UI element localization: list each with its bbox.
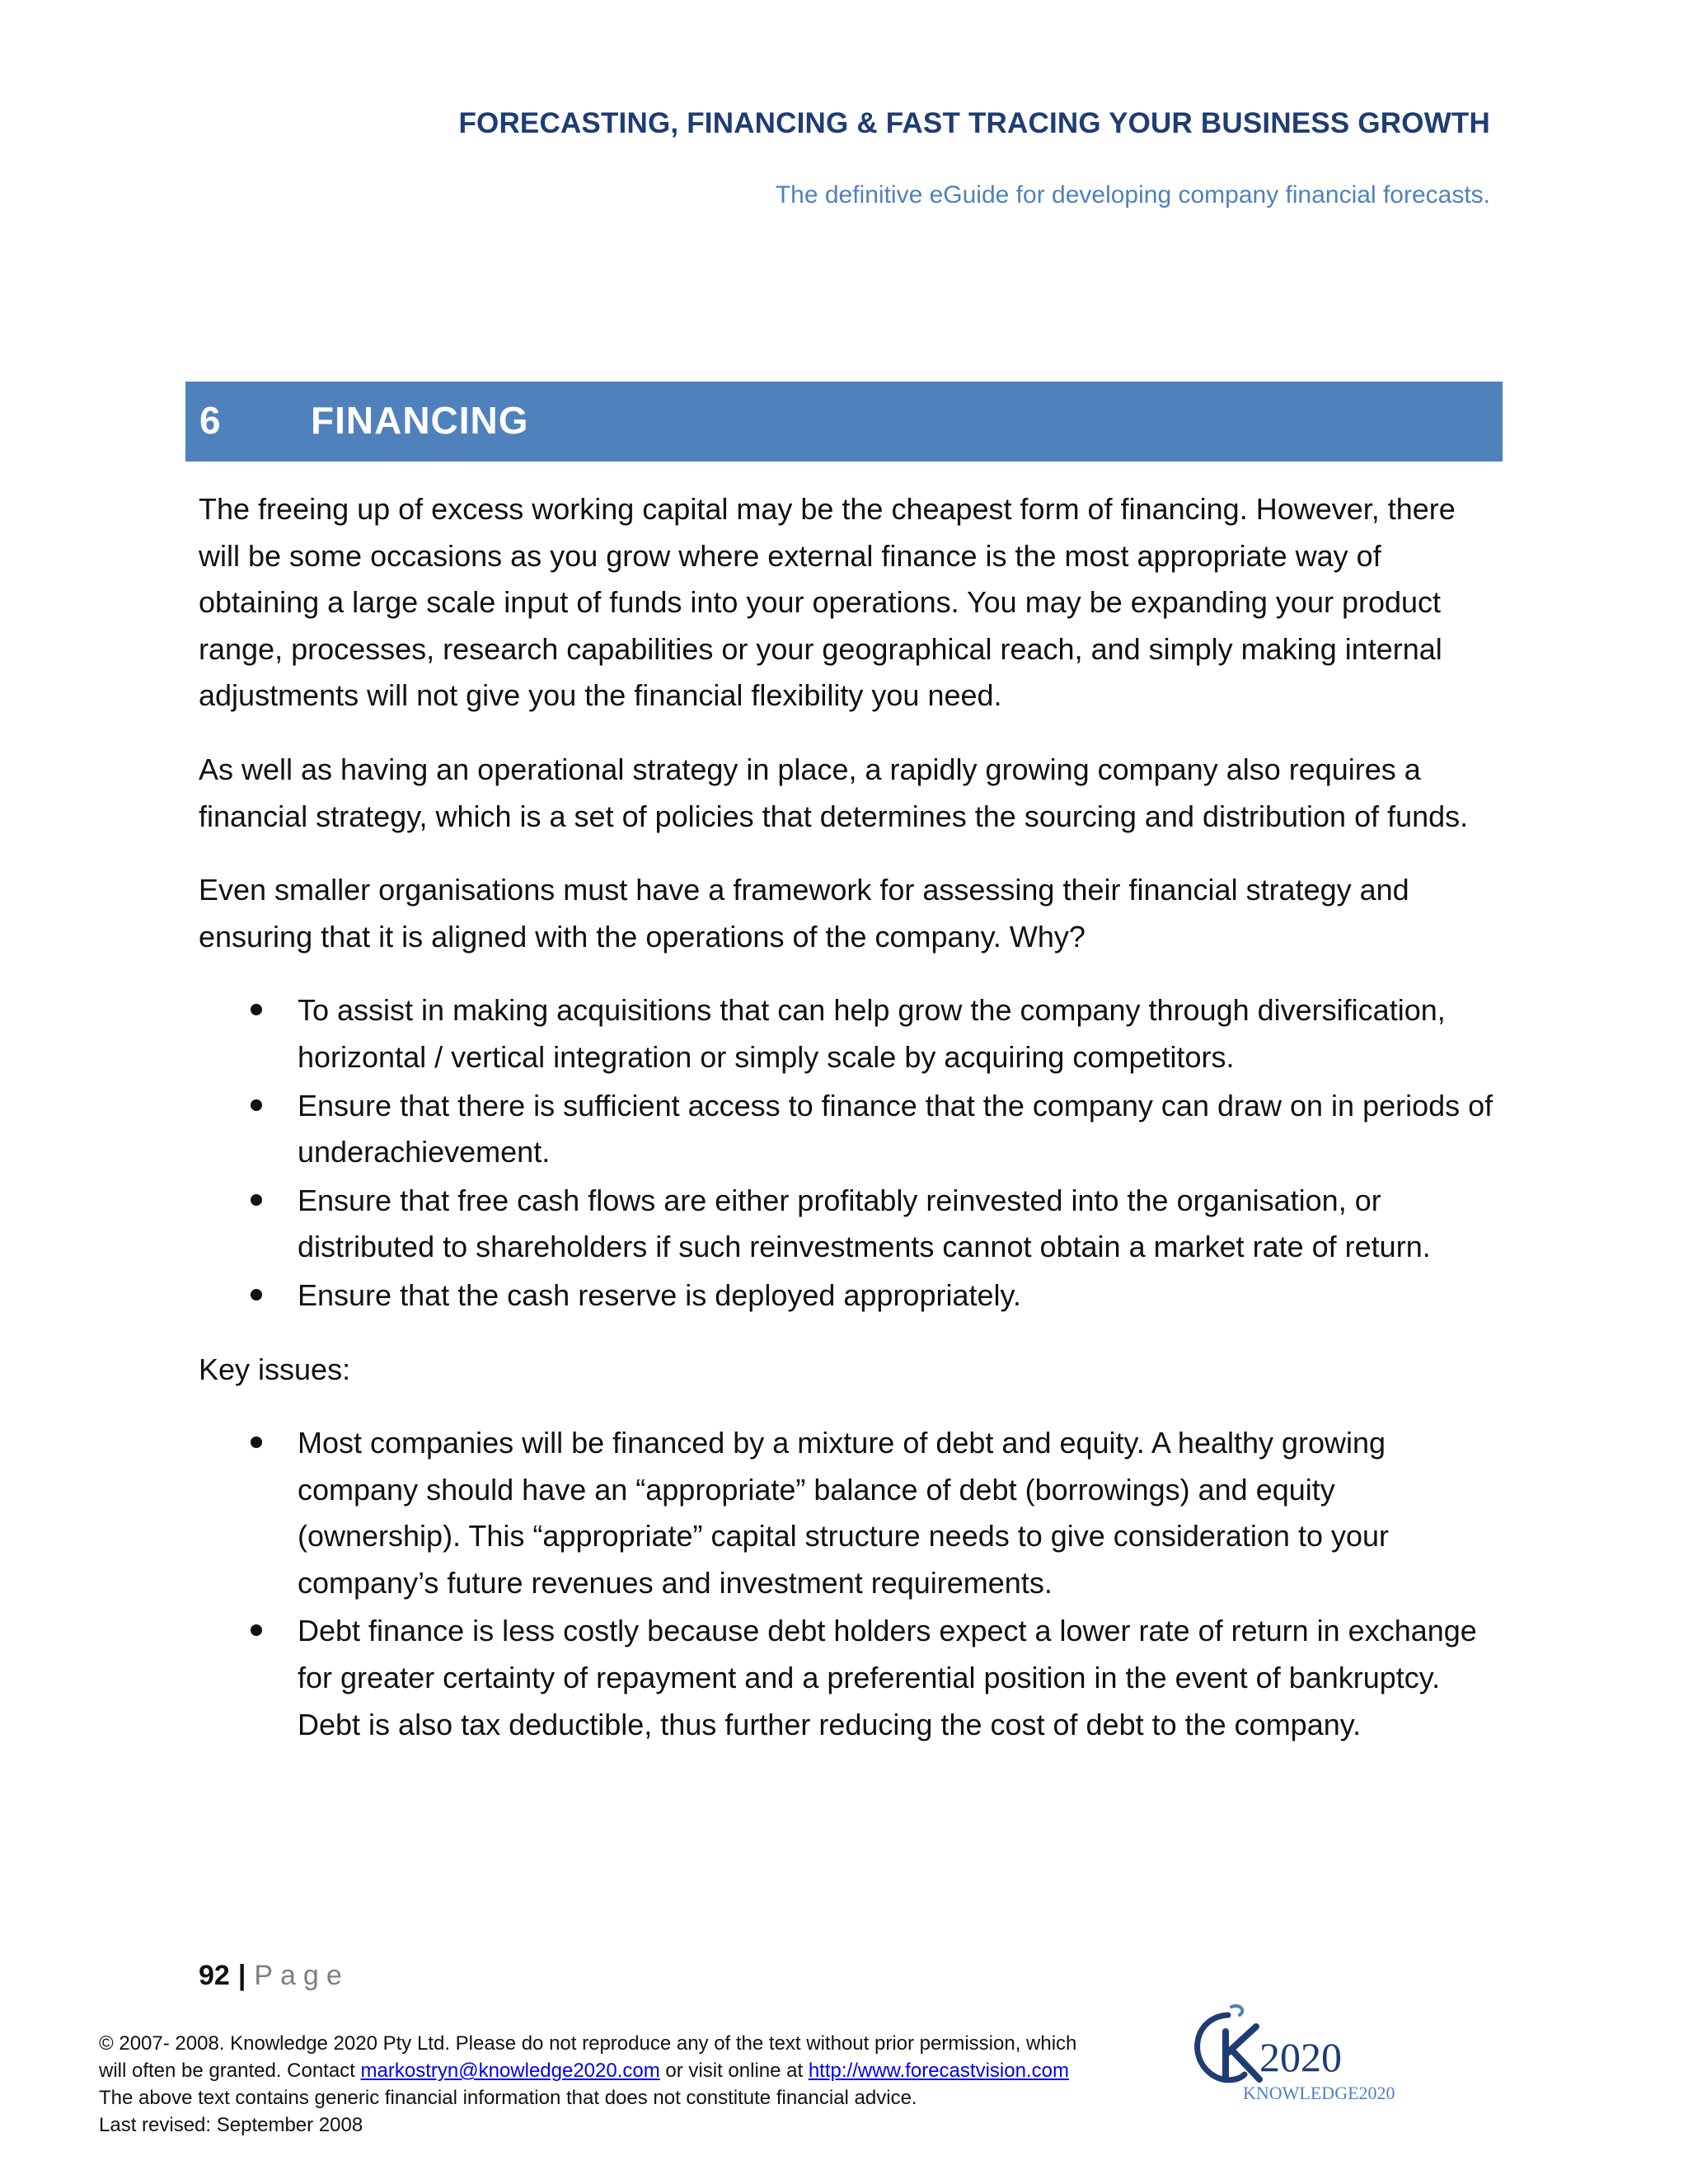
footer-contact-mid: or visit online at (659, 2060, 809, 2082)
list-item-text: Most companies will be financed by a mixture of debt and equity. A healthy growing company should have an “appropriate” balance of debt (borrowings) and equity (ownership). This “appropriate” capital structure needs to give consideration to your company’s future revenues and investment requirements. (298, 1426, 1390, 1600)
bullet-icon (251, 1624, 262, 1636)
chapter-number: 6 (199, 399, 221, 442)
list-item (199, 1272, 1501, 1319)
footer-contact-prefix: will often be granted. Contact (99, 2060, 361, 2082)
list-item (199, 987, 1501, 1080)
footer-disclaimer: The above text contains generic financial information that does not constitute financial advice. (99, 2087, 917, 2109)
footer-contact-line (99, 2057, 1162, 2084)
footer-email-link[interactable]: markostryn@knowledge2020.com (360, 2060, 660, 2082)
footer-copyright: © 2007- 2008. Knowledge 2020 Pty Ltd. Please do not reproduce any of the text without prior permission, which (99, 2032, 1077, 2055)
logo-wordmark: KNOWLEDGE2020 (1243, 2083, 1395, 2103)
paragraph-2: As well as having an operational strategy in place, a rapidly growing company also requires a financial strategy, which is a set of policies that determines the sourcing and distribution of funds. (199, 752, 1469, 833)
logo-mark: 2020 (1259, 2034, 1342, 2080)
page-number-word: Page (254, 1960, 349, 1991)
chapter-title: FINANCING (311, 399, 529, 442)
list-item (199, 1608, 1501, 1748)
bullet-icon (251, 1436, 262, 1448)
list-item (199, 1420, 1501, 1606)
key-issues-label: Key issues: (199, 1352, 351, 1386)
list-item-text: Ensure that free cash flows are either profitably reinvested into the organisation, or distributed to shareholders if such reinvestments cannot obtain a market rate of return. (298, 1183, 1431, 1264)
running-header-title: FORECASTING, FINANCING & FAST TRACING YOUR BUSINESS GROWTH (458, 107, 1490, 139)
list-item (199, 1083, 1501, 1176)
chapter-heading-bar (185, 382, 1503, 462)
paragraph-3: Even smaller organisations must have a framework for assessing their financial strategy and ensuring that it is aligned with the operations of the company. Why? (199, 873, 1409, 954)
footer-revised: Last revised: September 2008 (99, 2114, 363, 2136)
paragraph-1: The freeing up of excess working capital may be the cheapest form of financing. However, there will be some occasions as you grow where external finance is the most appropriate way of obtaining a large scale input of funds into your operations. You may be expanding your product range, processes, research capabilities or your geographical reach, and simply making internal adjustments will not give you the financial flexibility you need. (199, 492, 1456, 713)
logo-swoosh-icon (1198, 2006, 1259, 2080)
bullet-icon (251, 1289, 262, 1301)
knowledge2020-logo (1180, 1999, 1428, 2106)
body-text (199, 486, 1501, 1775)
list-item (199, 1178, 1501, 1271)
footer (99, 2030, 1162, 2139)
page-number-value: 92 (199, 1960, 230, 1991)
key-issues-bullet-list (199, 1420, 1501, 1748)
bullet-icon (251, 1099, 262, 1111)
running-header-subtitle: The definitive eGuide for developing company financial forecasts. (775, 181, 1490, 209)
page-number (199, 1960, 349, 1992)
footer-website-link[interactable]: http://www.forecastvision.com (808, 2060, 1069, 2082)
list-item-text: Ensure that the cash reserve is deployed appropriately. (298, 1277, 1021, 1312)
list-item-text: To assist in making acquisitions that can help grow the company through diversification, horizontal / vertical integration or simply scale by acquiring competitors. (298, 993, 1446, 1074)
why-bullet-list (199, 987, 1501, 1319)
list-item-text: Ensure that there is sufficient access to finance that the company can draw on in periods of underachievement. (298, 1088, 1493, 1169)
list-item-text: Debt finance is less costly because debt holders expect a lower rate of return in exchange for greater certainty of repayment and a preferential position in the event of bankruptcy. Debt is also tax deductible, thus further reducing the cost of debt to the company. (298, 1614, 1477, 1741)
bullet-icon (251, 1194, 262, 1206)
bullet-icon (251, 1004, 262, 1015)
page-number-separator: | (237, 1960, 246, 1991)
